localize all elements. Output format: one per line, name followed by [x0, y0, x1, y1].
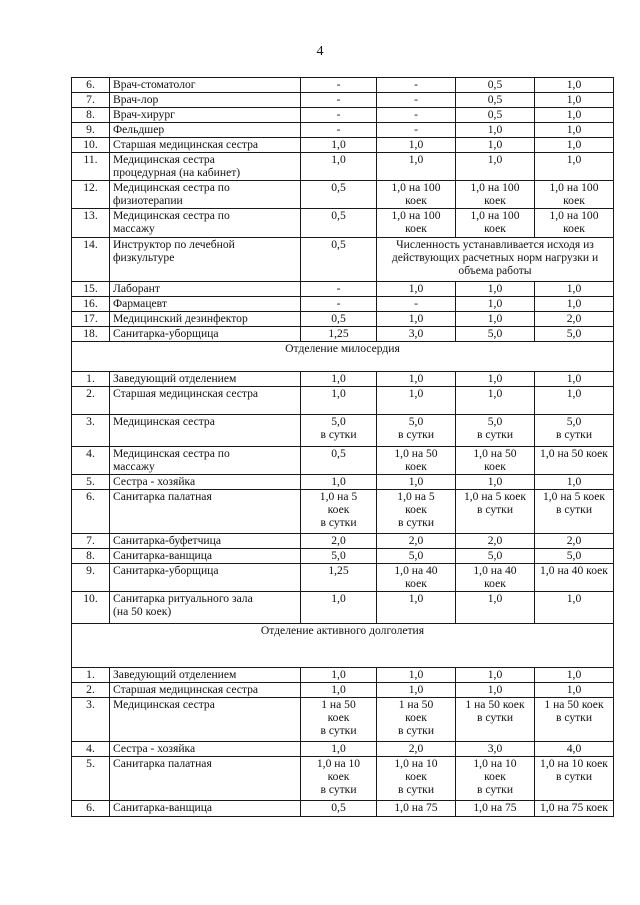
staff-value: 1,0 на 100 коек: [377, 181, 456, 209]
staff-value: 1,0: [456, 668, 535, 683]
position-name: Заведующий отделением: [110, 668, 301, 683]
position-name: Фармацевт: [110, 297, 301, 312]
position-name: Врач-хирург: [110, 108, 301, 123]
staff-value: 1,0 на 5 коек в сутки: [301, 490, 377, 534]
staff-value: 1,0 на 50 коек: [456, 447, 535, 475]
table-row: [72, 108, 614, 123]
staff-value: 1,0: [535, 387, 614, 415]
position-name: Старшая медицинская сестра: [110, 683, 301, 698]
staff-note: Численность устанавливается исходя из действующих расчетных норм нагрузки и объема работы: [377, 238, 614, 282]
table-row: [72, 123, 614, 138]
row-number: 9.: [72, 564, 110, 592]
table-row: [72, 757, 614, 801]
staff-value: 5,0 в сутки: [301, 415, 377, 447]
staff-value: 1,0: [535, 592, 614, 624]
staff-value: -: [301, 108, 377, 123]
staff-value: 1,0: [301, 592, 377, 624]
staff-value: 0,5: [301, 209, 377, 238]
row-number: 5.: [72, 475, 110, 490]
row-number: 1.: [72, 372, 110, 387]
staff-value: 1,0: [301, 668, 377, 683]
staff-value: 1,0 на 40 коек: [535, 564, 614, 592]
staff-value: -: [301, 78, 377, 93]
staff-value: 1,0: [377, 372, 456, 387]
table-row: [72, 327, 614, 342]
staff-value: 1,0 на 100 коек: [535, 209, 614, 238]
staff-value: 1 на 50 коек в сутки: [377, 698, 456, 742]
row-number: 17.: [72, 312, 110, 327]
row-number: 14.: [72, 238, 110, 282]
position-name: Заведующий отделением: [110, 372, 301, 387]
staff-value: 1,0: [377, 312, 456, 327]
staff-value: 5,0: [456, 549, 535, 564]
table-row: [72, 801, 614, 817]
staff-value: 5,0: [535, 549, 614, 564]
row-number: 6.: [72, 801, 110, 817]
staff-value: 0,5: [456, 78, 535, 93]
row-number: 8.: [72, 108, 110, 123]
row-number: 2.: [72, 683, 110, 698]
staff-value: 1,0 на 75 коек: [535, 801, 614, 817]
position-name: Санитарка-уборщица: [110, 327, 301, 342]
staff-value: 3,0: [377, 327, 456, 342]
staff-value: 1,0: [377, 668, 456, 683]
position-name: Инструктор по лечебной физкультуре: [110, 238, 301, 282]
position-name: Старшая медицинская сестра: [110, 138, 301, 153]
staff-value: 1,0 на 5 коек в сутки: [456, 490, 535, 534]
table-row: [72, 683, 614, 698]
position-name: Санитарка-ванщица: [110, 549, 301, 564]
staff-value: 1 на 50 коек в сутки: [301, 698, 377, 742]
section-title: Отделение милосердия: [72, 342, 614, 372]
position-name: Санитарка-уборщица: [110, 564, 301, 592]
section-header-row: [72, 342, 614, 372]
position-name: Медицинская сестра: [110, 415, 301, 447]
table-row: [72, 668, 614, 683]
row-number: 9.: [72, 123, 110, 138]
table-row: [72, 181, 614, 209]
staff-value: 4,0: [535, 742, 614, 757]
row-number: 8.: [72, 549, 110, 564]
staff-value: 1,0 на 10 коек в сутки: [377, 757, 456, 801]
staff-value: 1,0 на 10 коек в сутки: [535, 757, 614, 801]
table-row: [72, 238, 614, 282]
staff-value: 1,0: [456, 297, 535, 312]
row-number: 10.: [72, 592, 110, 624]
row-number: 10.: [72, 138, 110, 153]
position-name: Медицинская сестра по массажу: [110, 209, 301, 238]
staff-value: 1,0: [535, 123, 614, 138]
staff-value: 1,0: [377, 282, 456, 297]
staff-value: -: [301, 297, 377, 312]
staff-value: 1,0: [301, 475, 377, 490]
staff-value: 1,0: [301, 138, 377, 153]
position-name: Врач-стоматолог: [110, 78, 301, 93]
row-number: 2.: [72, 387, 110, 415]
table-row: [72, 297, 614, 312]
staff-value: 1 на 50 коек в сутки: [535, 698, 614, 742]
staff-value: 1,0: [535, 668, 614, 683]
staff-value: 1,0 на 10 коек в сутки: [456, 757, 535, 801]
row-number: 4.: [72, 447, 110, 475]
staff-value: 1,0 на 100 коек: [456, 181, 535, 209]
staff-value: 1,0: [301, 742, 377, 757]
staff-value: 1,0: [377, 683, 456, 698]
staff-value: -: [301, 123, 377, 138]
staff-value: 1,0: [456, 282, 535, 297]
staff-value: 1,25: [301, 327, 377, 342]
row-number: 3.: [72, 415, 110, 447]
staff-value: 2,0: [377, 742, 456, 757]
staff-value: 1,0: [535, 475, 614, 490]
staff-value: 1,25: [301, 564, 377, 592]
staff-value: 1,0: [456, 475, 535, 490]
position-name: Медицинская сестра по массажу: [110, 447, 301, 475]
staff-value: 1,0: [377, 153, 456, 181]
position-name: Медицинский дезинфектор: [110, 312, 301, 327]
staff-value: 1,0: [535, 93, 614, 108]
staff-value: 1,0 на 50 коек: [377, 447, 456, 475]
position-name: Медицинская сестра: [110, 698, 301, 742]
staff-value: -: [377, 78, 456, 93]
staff-value: 1,0: [377, 138, 456, 153]
staff-value: 1,0 на 5 коек в сутки: [535, 490, 614, 534]
row-number: 6.: [72, 78, 110, 93]
staff-value: -: [301, 93, 377, 108]
position-name: Сестра - хозяйка: [110, 475, 301, 490]
staff-value: 1,0 на 40 коек: [377, 564, 456, 592]
staff-value: -: [377, 123, 456, 138]
staff-value: 0,5: [301, 447, 377, 475]
staff-value: 2,0: [456, 534, 535, 549]
row-number: 7.: [72, 93, 110, 108]
staff-value: 1 на 50 коек в сутки: [456, 698, 535, 742]
table-row: [72, 698, 614, 742]
table-row: [72, 153, 614, 181]
staff-value: 2,0: [377, 534, 456, 549]
row-number: 18.: [72, 327, 110, 342]
table-row: [72, 282, 614, 297]
staff-value: 0,5: [301, 238, 377, 282]
staff-value: 5,0 в сутки: [456, 415, 535, 447]
staff-value: 1,0 на 50 коек: [535, 447, 614, 475]
staff-value: 1,0: [456, 592, 535, 624]
staff-value: 1,0 на 75: [377, 801, 456, 817]
staff-value: 0,5: [301, 312, 377, 327]
row-number: 4.: [72, 742, 110, 757]
table-row: [72, 490, 614, 534]
position-name: Санитарка палатная: [110, 490, 301, 534]
position-name: Санитарка-буфетчица: [110, 534, 301, 549]
staff-value: -: [301, 282, 377, 297]
staff-value: 1,0: [535, 153, 614, 181]
position-name: Старшая медицинская сестра: [110, 387, 301, 415]
staff-value: 1,0: [377, 387, 456, 415]
staff-value: 2,0: [535, 534, 614, 549]
staff-value: 0,5: [301, 801, 377, 817]
row-number: 1.: [72, 668, 110, 683]
staff-value: -: [377, 297, 456, 312]
staff-value: 1,0: [456, 312, 535, 327]
staff-value: 1,0 на 5 коек в сутки: [377, 490, 456, 534]
staff-value: 1,0: [301, 683, 377, 698]
staff-value: 1,0: [535, 282, 614, 297]
position-name: Сестра - хозяйка: [110, 742, 301, 757]
table-row: [72, 312, 614, 327]
page-number: 4: [316, 44, 324, 59]
staff-value: -: [377, 108, 456, 123]
table-row: [72, 475, 614, 490]
position-name: Врач-лор: [110, 93, 301, 108]
staff-value: 5,0: [377, 549, 456, 564]
staff-value: 1,0: [535, 108, 614, 123]
row-number: 7.: [72, 534, 110, 549]
section-title: Отделение активного долголетия: [72, 624, 614, 668]
staff-value: 1,0: [535, 297, 614, 312]
staff-value: 3,0: [456, 742, 535, 757]
staff-value: 5,0: [535, 327, 614, 342]
table-row: [72, 415, 614, 447]
row-number: 3.: [72, 698, 110, 742]
staff-value: -: [377, 93, 456, 108]
staff-value: 1,0 на 75: [456, 801, 535, 817]
table-row: [72, 742, 614, 757]
position-name: Медицинская сестра по физиотерапии: [110, 181, 301, 209]
staff-value: 1,0: [301, 387, 377, 415]
staff-value: 1,0: [456, 683, 535, 698]
table-row: [72, 564, 614, 592]
position-name: Санитарка-ванщица: [110, 801, 301, 817]
staff-value: 1,0: [456, 153, 535, 181]
staff-value: 2,0: [535, 312, 614, 327]
staff-value: 1,0: [535, 78, 614, 93]
row-number: 16.: [72, 297, 110, 312]
staff-value: 1,0: [456, 123, 535, 138]
table-row: [72, 592, 614, 624]
table-row: [72, 387, 614, 415]
staff-value: 1,0: [456, 138, 535, 153]
table-row: [72, 447, 614, 475]
staff-value: 1,0 на 100 коек: [535, 181, 614, 209]
table-row: [72, 78, 614, 93]
staff-value: 5,0: [301, 549, 377, 564]
staff-value: 0,5: [456, 108, 535, 123]
row-number: 15.: [72, 282, 110, 297]
table-row: [72, 534, 614, 549]
staff-value: 1,0: [377, 592, 456, 624]
section-header-row: [72, 624, 614, 668]
position-name: Санитарка палатная: [110, 757, 301, 801]
position-name: Санитарка ритуального зала (на 50 коек): [110, 592, 301, 624]
staff-value: 1,0: [535, 138, 614, 153]
staff-value: 1,0: [456, 387, 535, 415]
staff-value: 1,0 на 100 коек: [456, 209, 535, 238]
position-name: Фельдшер: [110, 123, 301, 138]
staff-value: 1,0: [535, 683, 614, 698]
position-name: Лаборант: [110, 282, 301, 297]
table-row: [72, 209, 614, 238]
table-row: [72, 93, 614, 108]
position-name: Медицинская сестра процедурная (на кабинет): [110, 153, 301, 181]
staff-value: 5,0 в сутки: [377, 415, 456, 447]
staff-value: 0,5: [456, 93, 535, 108]
staffing-table: [71, 77, 614, 817]
table-row: [72, 372, 614, 387]
staff-value: 1,0: [301, 372, 377, 387]
staff-value: 5,0 в сутки: [535, 415, 614, 447]
table-row: [72, 549, 614, 564]
row-number: 5.: [72, 757, 110, 801]
row-number: 6.: [72, 490, 110, 534]
row-number: 13.: [72, 209, 110, 238]
staff-value: 1,0 на 100 коек: [377, 209, 456, 238]
staff-value: 1,0: [377, 475, 456, 490]
staff-value: 1,0: [456, 372, 535, 387]
staff-value: 2,0: [301, 534, 377, 549]
staff-value: 1,0 на 10 коек в сутки: [301, 757, 377, 801]
staff-value: 0,5: [301, 181, 377, 209]
row-number: 11.: [72, 153, 110, 181]
staff-value: 5,0: [456, 327, 535, 342]
table-row: [72, 138, 614, 153]
staff-value: 1,0: [535, 372, 614, 387]
staff-value: 1,0: [301, 153, 377, 181]
staff-value: 1,0 на 40 коек: [456, 564, 535, 592]
row-number: 12.: [72, 181, 110, 209]
